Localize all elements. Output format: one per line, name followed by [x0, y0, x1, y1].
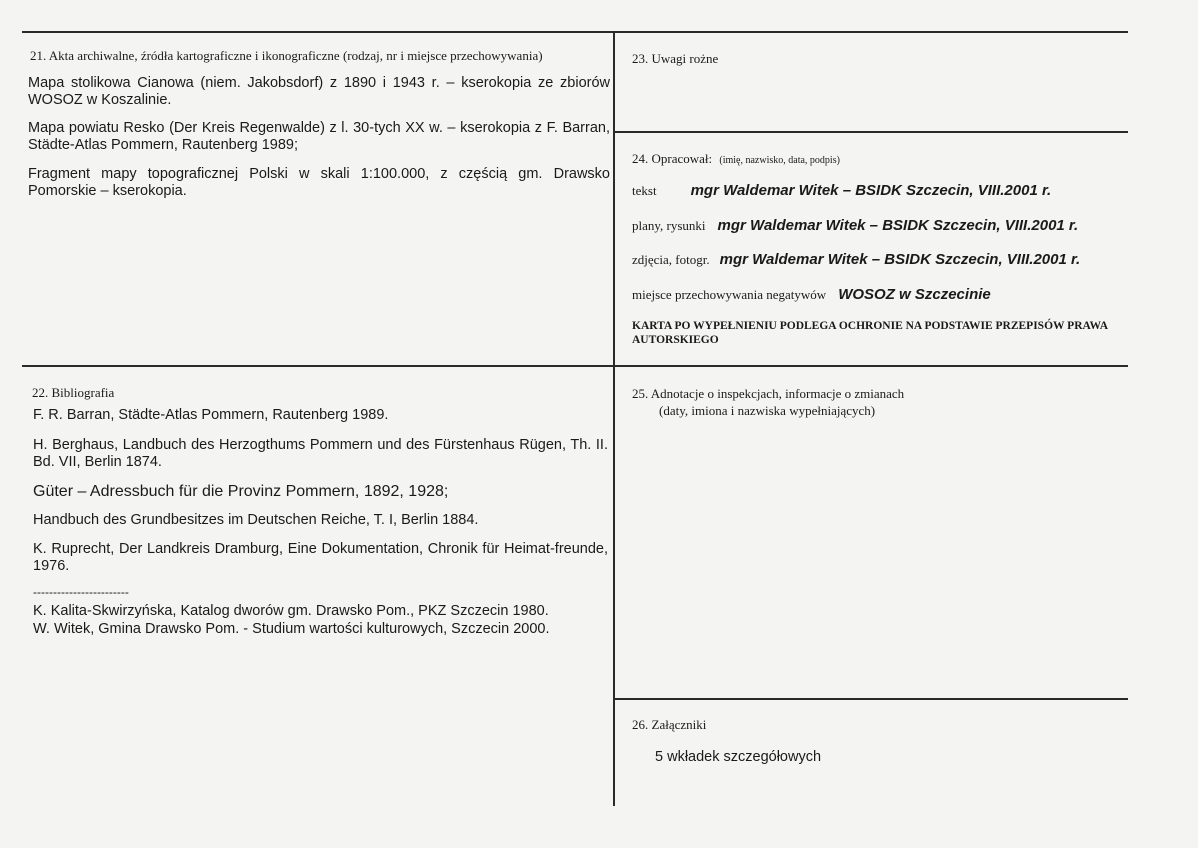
bibliography-entry-1: F. R. Barran, Städte-Atlas Pommern, Rautenberg 1989. — [33, 407, 389, 423]
attachments-value: 5 wkładek szczegółowych — [655, 749, 822, 765]
negatives-location-value: WOSOZ w Szczecinie — [838, 286, 991, 303]
section-22-heading: 22. Bibliografia — [32, 385, 115, 400]
author-row-photos — [632, 251, 1080, 269]
author-label-photos: zdjęcia, fotogr. — [632, 252, 710, 267]
bibliography-entry-5: K. Ruprecht, Der Landkreis Dramburg, Eine Dokumentation, Chronik für Heimat-freunde, 1976. — [33, 541, 608, 574]
copyright-notice: KARTA PO WYPEŁNIENIU PODLEGA OCHRONIE NA PODSTAWIE PRZEPISÓW PRAWA AUTORSKIEGO — [632, 320, 1108, 346]
top-border — [22, 31, 1128, 33]
bibliography-extra-1: K. Kalita-Skwirzyńska, Katalog dworów gm. Drawsko Pom., PKZ Szczecin 1980. — [33, 603, 549, 619]
section-21-entry-1: Mapa stolikowa Cianowa (niem. Jakobsdorf) z 1890 i 1943 r. – kserokopia ze zbiorów WOSOZ w Koszalinie. — [28, 75, 610, 108]
section-23-heading: 23. Uwagi rożne — [632, 51, 719, 66]
bibliography-entry-2: H. Berghaus, Landbuch des Herzogthums Pommern und des Fürstenhaus Rügen, Th. II. Bd. VII, Berlin 1874. — [33, 437, 608, 470]
section-24-note: (imię, nazwisko, data, podpis) — [719, 155, 840, 166]
bibliography-extra-2: W. Witek, Gmina Drawsko Pom. - Studium wartości kulturowych, Szczecin 2000. — [33, 621, 550, 637]
divider-25-26 — [614, 698, 1128, 700]
section-26-heading: 26. Załączniki — [632, 717, 707, 732]
bibliography-entry-3: Güter – Adressbuch für die Provinz Pommern, 1892, 1928; — [33, 483, 449, 500]
author-value-plans: mgr Waldemar Witek – BSIDK Szczecin, VIII.2001 r. — [717, 217, 1079, 234]
section-21-entry-3: Fragment mapy topograficznej Polski w skali 1:100.000, z częścią gm. Drawsko Pomorskie – kserokopia. — [28, 166, 610, 199]
column-divider — [613, 32, 615, 806]
middle-divider — [22, 365, 1128, 367]
bibliography-entry-4: Handbuch des Grundbesitzes im Deutschen Reiche, T. I, Berlin 1884. — [33, 512, 479, 528]
author-value-text: mgr Waldemar Witek – BSIDK Szczecin, VIII.2001 r. — [690, 182, 1052, 199]
negatives-location-label: miejsce przechowywania negatywów — [632, 287, 827, 302]
bibliography-separator: ------------------------ — [33, 585, 129, 599]
negatives-location-row — [632, 286, 991, 304]
author-row-plans — [632, 217, 1078, 235]
author-label-text: tekst — [632, 183, 657, 198]
section-24-title: 24. Opracował: — [632, 151, 713, 166]
divider-23-24 — [614, 131, 1128, 133]
section-24-heading — [632, 151, 840, 167]
author-value-photos: mgr Waldemar Witek – BSIDK Szczecin, VIII.2001 r. — [719, 251, 1081, 268]
section-21-entry-2: Mapa powiatu Resko (Der Kreis Regenwalde) z l. 30-tych XX w. – kserokopia z F. Barran, Städte-Atlas Pommern, Rautenberg 1989; — [28, 120, 610, 153]
section-25-subheading: (daty, imiona i nazwiska wypełniających) — [659, 403, 876, 418]
author-label-plans: plany, rysunki — [632, 218, 706, 233]
author-row-text — [632, 182, 1051, 200]
section-25-heading: 25. Adnotacje o inspekcjach, informacje o zmianach — [632, 386, 905, 401]
section-21-heading: 21. Akta archiwalne, źródła kartograficzne i ikonograficzne (rodzaj, nr i miejsce przechowywania) — [30, 48, 543, 63]
